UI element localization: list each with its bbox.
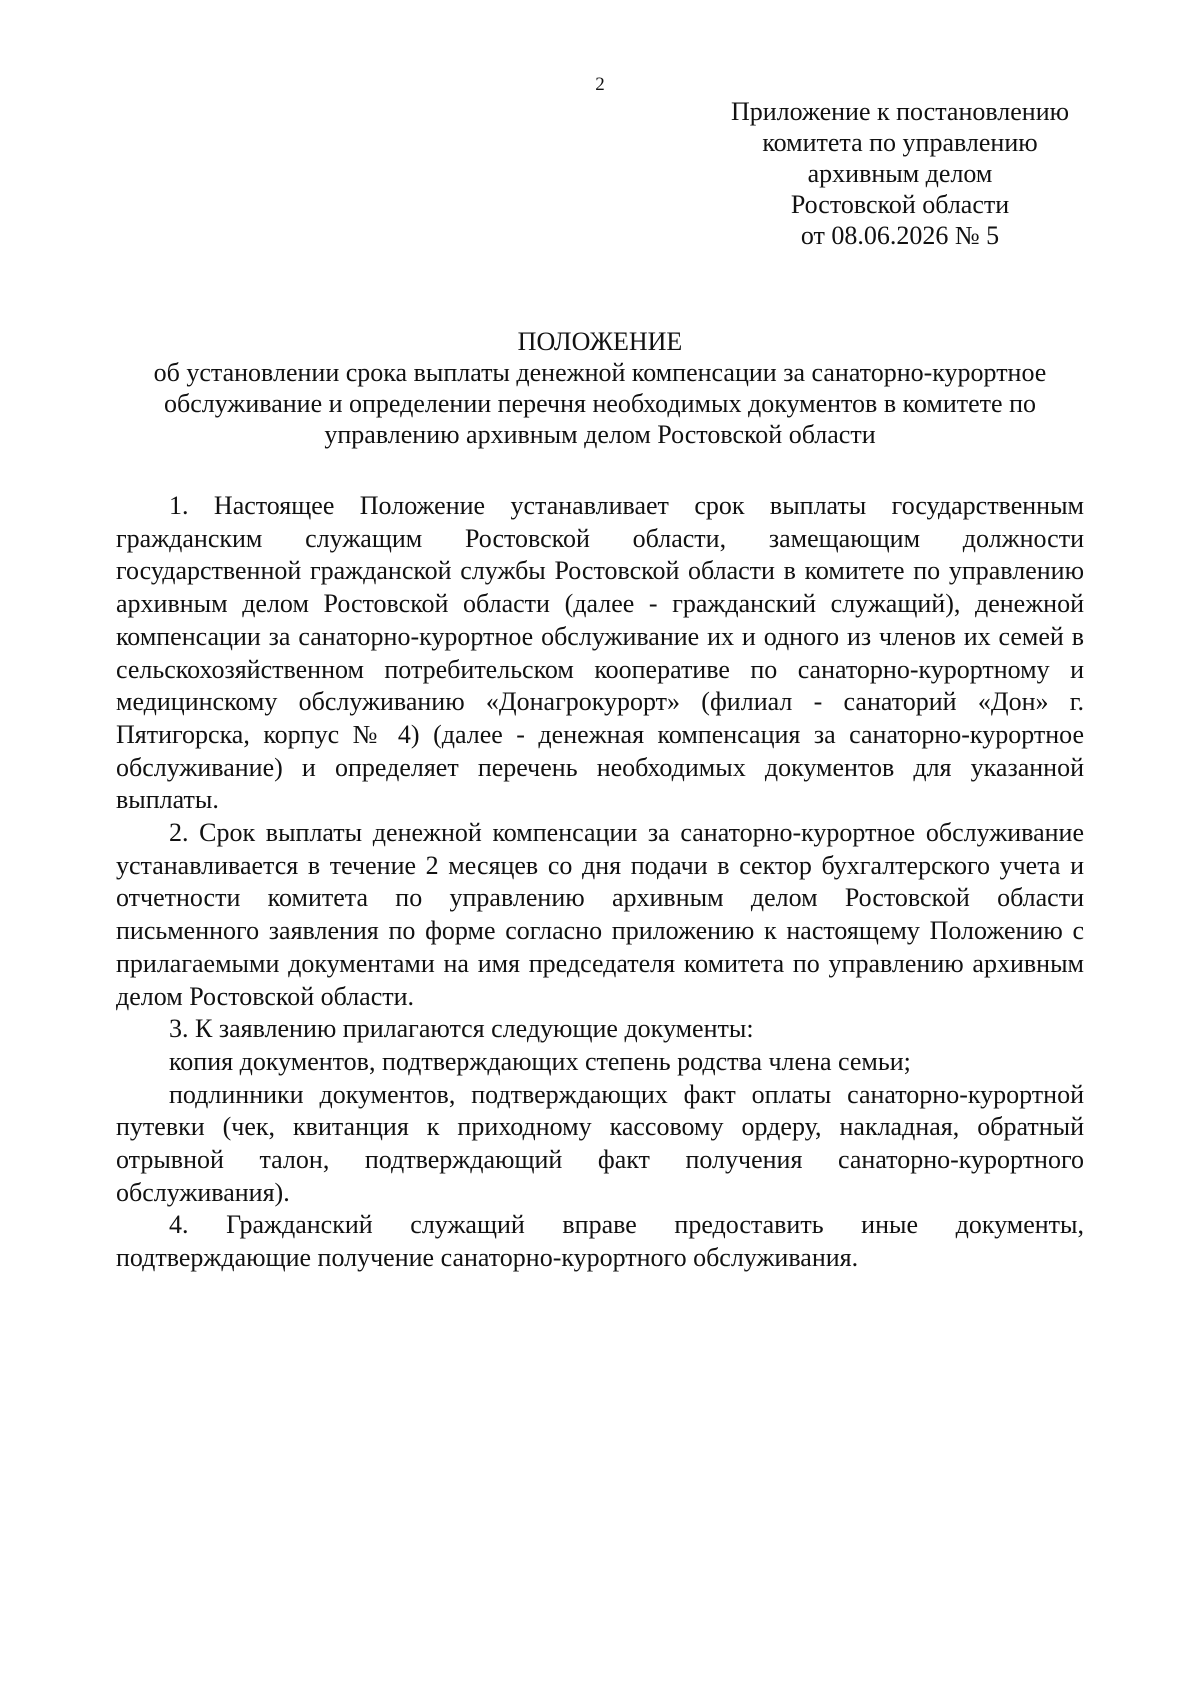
appendix-line: комитета по управлению xyxy=(762,128,1038,157)
paragraph-4: 4. Гражданский служащий вправе предоставить иные документы, подтверждающие получение санаторно-курортного обслуживания. xyxy=(116,1210,1084,1273)
list-item-relationship-docs: копия документов, подтверждающих степень родства члена семьи; xyxy=(169,1046,911,1076)
page-number: 2 xyxy=(595,74,605,95)
appendix-date-number: от 08.06.2026 № 5 xyxy=(800,221,1000,250)
appendix-line: Приложение к постановлению xyxy=(730,97,1070,126)
paragraph-3: 3. К заявлению прилагаются следующие документы: xyxy=(169,1014,754,1044)
document-body xyxy=(116,490,1084,1275)
title-subtitle-line: об установлении срока выплаты денежной компенсации за санаторно-курортное xyxy=(153,358,1047,387)
title-subtitle-line: управлению архивным делом Ростовской области xyxy=(324,420,876,449)
title-subtitle-line: обслуживание и определении перечня необходимых документов в комитете по xyxy=(163,389,1036,418)
title-heading: ПОЛОЖЕНИЕ xyxy=(517,327,683,356)
paragraph-1: 1. Настоящее Положение устанавливает срок выплаты государственным гражданским служащим Ростовской области, замещающим должности государственной гражданской службы Ростовской области в комитете по управлению архивным делом Ростовской области (далее - гражданский служащий), денежной компенсации за санаторно-курортное обслуживание их и одного из членов их семей в сельскохозяйственном потребительском кооперативе по санаторно-курортному и медицинскому обслуживанию «Донагрокурорт» (филиал - санаторий «Дон» г. Пятигорска, корпус № 4) (далее - денежная компенсация за санаторно-курортное обслуживание) и определяет перечень необходимых документов для указанной выплаты. xyxy=(116,491,1084,815)
appendix-line: архивным делом xyxy=(807,159,993,188)
paragraph-2: 2. Срок выплаты денежной компенсации за санаторно-курортное обслуживание устанавливается в течение 2 месяцев со дня подачи в сектор бухгалтерского учета и отчетности комитета по управлению архивным делом Ростовской области письменного заявления по форме согласно приложению к настоящему Положению с прилагаемыми документами на имя председателя комитета по управлению архивным делом Ростовской области. xyxy=(116,818,1084,1011)
appendix-line: Ростовской области xyxy=(790,190,1010,219)
document-title xyxy=(100,326,1100,450)
list-item-payment-docs: подлинники документов, подтверждающих факт оплаты санаторно-курортной путевки (чек, квитанция к приходному кассовому ордеру, накладная, обратный отрывной талон, подтверждающий факт получения санаторно-курортного обслуживания). xyxy=(116,1079,1084,1207)
appendix-reference xyxy=(715,96,1085,251)
